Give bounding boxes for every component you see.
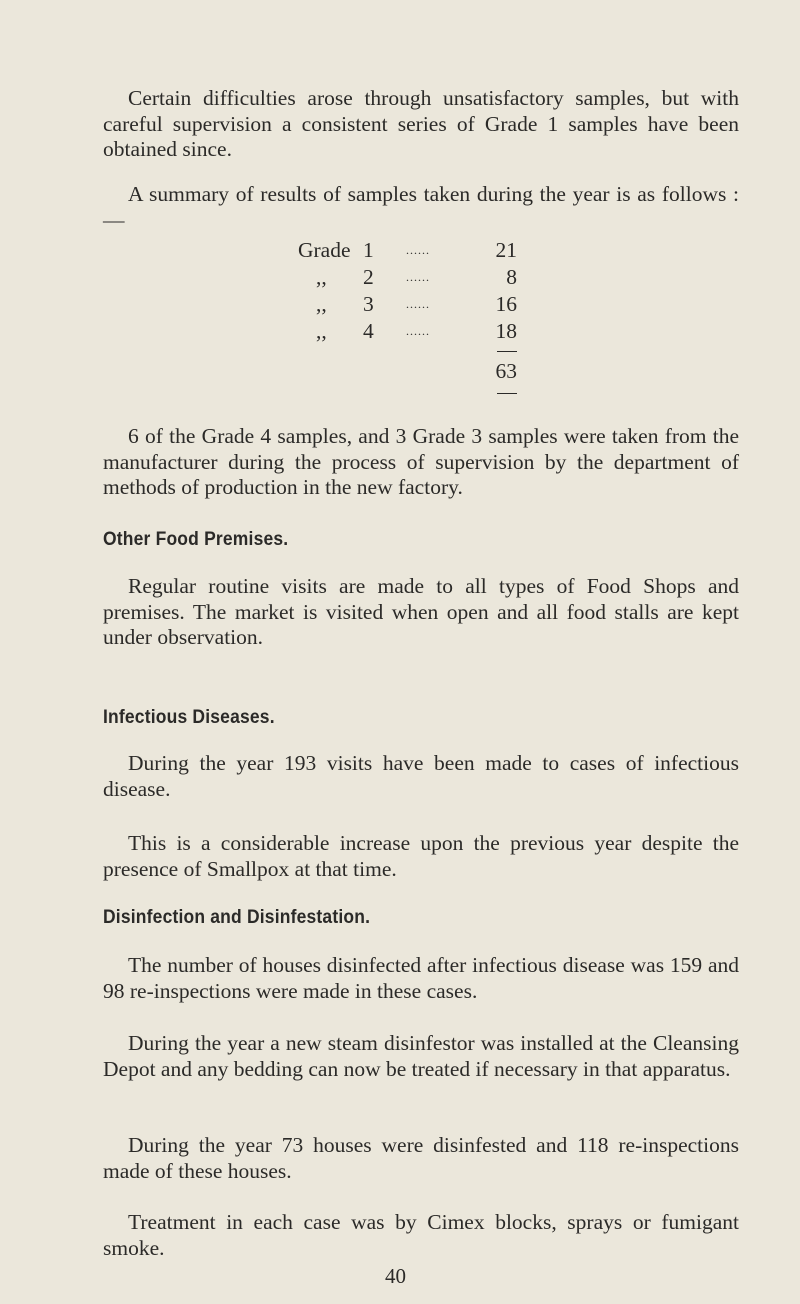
paragraph-houses-disinfected: The number of houses disinfected after infectious disease was 159 and 98 re-inspections were made in these cases. (103, 953, 739, 1003)
page-number: 40 (385, 1264, 406, 1288)
paragraph-increase: This is a considerable increase upon the previous year despite the presence of Smallpox at that time. (103, 831, 739, 881)
grade-total: 63 (495, 359, 517, 383)
table-total-row (0, 358, 800, 384)
ditto-mark: ,, (316, 292, 327, 316)
dot-leader: ...... (406, 297, 430, 311)
total-rule-bottom (497, 393, 517, 394)
table-row (0, 318, 800, 344)
ditto-mark: ,, (316, 319, 327, 343)
dot-leader: ...... (406, 243, 430, 257)
heading-infectious-diseases: Infectious Diseases. (103, 707, 275, 728)
paragraph-grade-samples: 6 of the Grade 4 samples, and 3 Grade 3 samples were taken from the manufacturer during the process of supervision by the department of methods of production in the new factory. (103, 424, 739, 499)
dot-leader: ...... (406, 324, 430, 338)
paragraph-treatment: Treatment in each case was by Cimex blocks, sprays or fumigant smoke. (103, 1210, 739, 1260)
grade-number: 1 (363, 238, 374, 262)
grade-count: 18 (495, 319, 517, 343)
grade-count: 16 (495, 292, 517, 316)
heading-other-food-premises: Other Food Premises. (103, 529, 289, 550)
dot-leader: ...... (406, 270, 430, 284)
table-row (0, 264, 800, 290)
paragraph-houses-disinfested: During the year 73 houses were disinfested and 118 re-inspections made of these houses. (103, 1133, 739, 1183)
paragraph-steam-disinfestor: During the year a new steam disinfestor was installed at the Cleansing Depot and any bedding can now be treated if necessary in that apparatus. (103, 1031, 739, 1081)
grade-count: 8 (506, 265, 517, 289)
paragraph-difficulties: Certain difficulties arose through unsatisfactory samples, but with careful supervision a consistent series of Grade 1 samples have been obtained since. (103, 86, 739, 161)
table-row (0, 291, 800, 317)
grade-label: Grade (298, 238, 351, 262)
grade-number: 2 (363, 265, 374, 289)
paragraph-visits: During the year 193 visits have been made to cases of infectious disease. (103, 751, 739, 801)
paragraph-summary-intro: A summary of results of samples taken during the year is as follows :— (103, 182, 739, 232)
total-rule-top (497, 351, 517, 352)
heading-disinfection: Disinfection and Disinfestation. (103, 907, 371, 928)
paragraph-food-shops: Regular routine visits are made to all types of Food Shops and premises. The market is visited when open and all food stalls are kept under observation. (103, 574, 739, 649)
grade-number: 4 (363, 319, 374, 343)
grade-count: 21 (495, 238, 517, 262)
grade-number: 3 (363, 292, 374, 316)
ditto-mark: ,, (316, 265, 327, 289)
table-row (0, 237, 800, 263)
